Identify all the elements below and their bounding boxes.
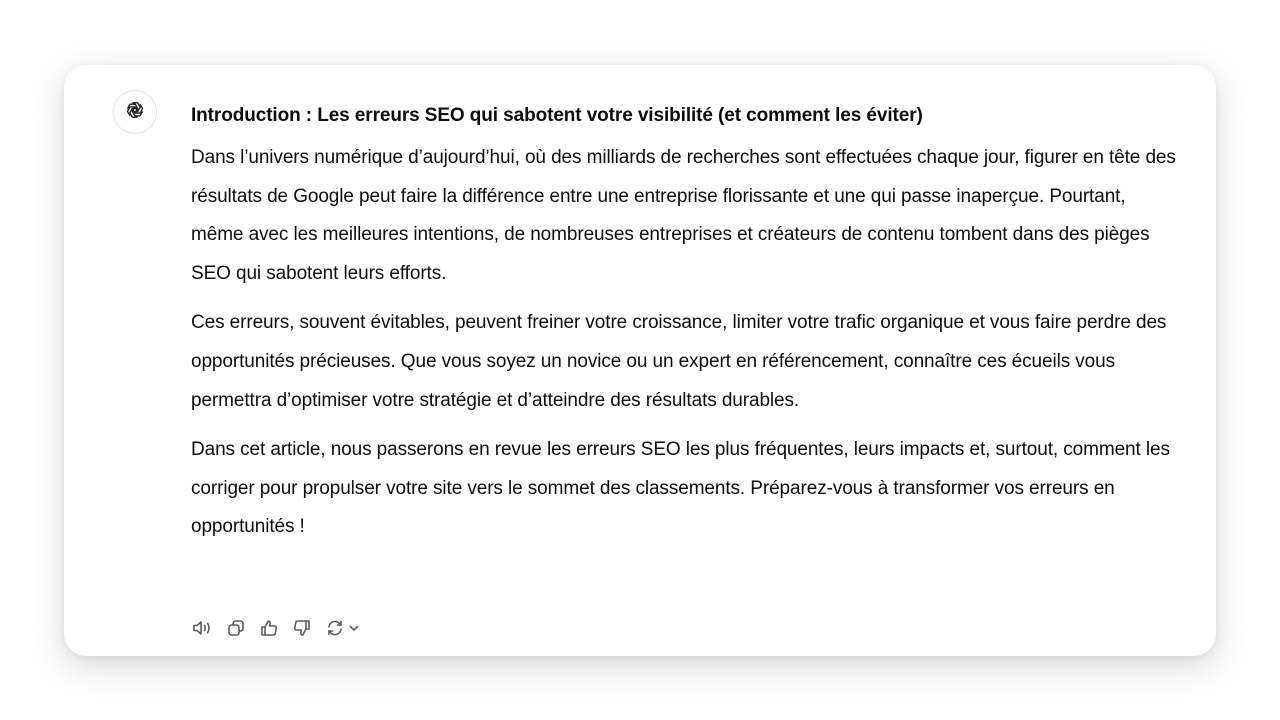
assistant-avatar bbox=[113, 90, 157, 134]
message-actions-bar bbox=[191, 615, 360, 641]
regenerate-icon-wrap bbox=[323, 616, 347, 640]
copy-button[interactable] bbox=[224, 616, 248, 640]
good-response-button[interactable] bbox=[257, 616, 281, 640]
message-paragraph-2: Ces erreurs, souvent évitables, peuvent freiner votre croissance, limiter votre trafic organique et vous faire perdre des opportunités précieuses. Que vous soyez un novice ou un expert en référencement, connaître ces écueils vous permettra d’optimiser votre stratégie et d’atteindre des résultats durables. bbox=[191, 312, 1167, 411]
bad-response-button[interactable] bbox=[290, 616, 314, 640]
copy-icon bbox=[226, 618, 246, 638]
regenerate-button[interactable] bbox=[323, 616, 360, 640]
speaker-icon bbox=[192, 618, 214, 638]
message-content bbox=[191, 101, 1181, 558]
chevron-down-icon bbox=[348, 622, 360, 634]
thumbs-down-icon bbox=[292, 618, 312, 638]
assistant-message-card bbox=[64, 65, 1216, 656]
message-paragraph-3: Dans cet article, nous passerons en revue les erreurs SEO les plus fréquentes, leurs impacts et, surtout, comment les corriger pour propulser votre site vers le sommet des classements. Préparez-vous à transformer vos erreurs en opportunités ! bbox=[191, 439, 1170, 538]
openai-logo-icon bbox=[123, 98, 147, 127]
regenerate-icon bbox=[325, 618, 345, 638]
message-title: Introduction : Les erreurs SEO qui sabotent votre visibilité (et comment les éviter) bbox=[191, 105, 923, 126]
thumbs-up-icon bbox=[259, 618, 279, 638]
read-aloud-button[interactable] bbox=[191, 616, 215, 640]
message-paragraph-1: Dans l’univers numérique d’aujourd’hui, où des milliards de recherches sont effectuées chaque jour, figurer en tête des résultats de Google peut faire la différence entre une entreprise florissante et une qui passe inaperçue. Pourtant, même avec les meilleures intentions, de nombreuses entreprises et créateurs de contenu tombent dans des pièges SEO qui sabotent leurs efforts. bbox=[191, 147, 1176, 284]
